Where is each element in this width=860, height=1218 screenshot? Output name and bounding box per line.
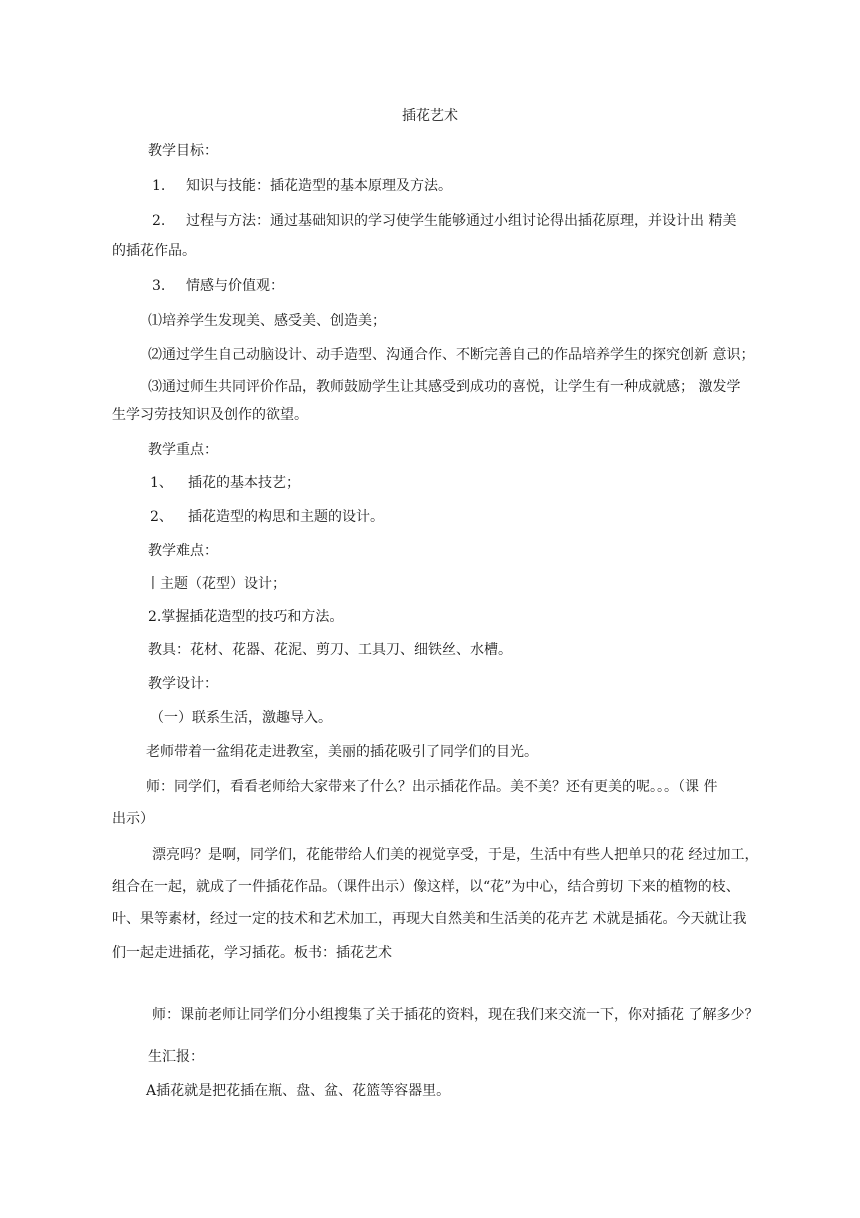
goal-2-continued: 的插花作品。 [112,243,196,259]
goal-2-number: 2. [152,213,166,229]
goal-3-number: 3. [152,278,166,294]
paragraph-5: 生汇报： [148,1049,204,1065]
doc-title: 插花艺术 [402,108,458,124]
paragraph-3-line-2: 组合在一起，就成了一件插花作品。（课件出示）像这样，以“花”为中心，结合剪切 下来的植物的枝、 [112,879,740,895]
paragraph-3-line-4: 们一起走进插花，学习插花。板书：插花艺术 [112,945,392,961]
paragraph-6: A插花就是把花插在瓶、盘、盆、花篮等容器里。 [146,1083,451,1099]
teaching-tools: 教具：花材、花器、花泥、剪刀、工具刀、细铁丝、水槽。 [148,642,512,658]
difficulty-1: 丨主题（花型）设计； [146,576,286,592]
goal-3-text: 情感与价值观： [186,278,284,294]
paragraph-2: 师：同学们，看看老师给大家带来了什么？出示插花作品。美不美？还有更美的呢。。。（课 件 [146,779,718,795]
paragraph-3-line-1: 漂亮吗？是啊，同学们，花能带给人们美的视觉享受，于是，生活中有些人把单只的花 经过加工， [152,847,759,863]
goals-heading: 教学目标： [148,143,218,159]
key-points-heading: 教学重点： [148,442,218,458]
key-point-2 [150,507,384,527]
goal-2 [152,211,736,231]
paragraph-4: 师：课前老师让同学们分小组搜集了关于插花的资料，现在我们来交流一下，你对插花 了解多少？ [152,1007,759,1023]
step-1-heading: （一）联系生活，激趣导入。 [150,710,332,726]
paragraph-2-continued: 出示） [112,811,154,827]
key-point-1-text: 插花的基本技艺； [188,475,300,491]
goal-1-number: 1. [152,178,166,194]
sub-goal-3: ⑶通过师生共同评价作品，教师鼓励学生让其感受到成功的喜悦，让学生有一种成就感； 激发学 [148,379,741,395]
key-point-2-number: 2、 [150,509,173,525]
goal-1-text: 知识与技能：插花造型的基本原理及方法。 [186,178,452,194]
paragraph-3-line-3: 叶、果等素材，经过一定的技术和艺术加工，再现大自然美和生活美的花卉艺 术就是插花。今天就让我 [112,911,747,927]
difficulty-heading: 教学难点： [148,543,218,559]
design-heading: 教学设计： [148,676,218,692]
key-point-1 [150,473,300,493]
sub-goal-2: ⑵通过学生自己动脑设计、动手造型、沟通合作、不断完善自己的作品培养学生的探究创新 意识； [148,347,755,363]
key-point-1-number: 1、 [150,475,173,491]
goal-1 [152,176,452,196]
goal-3 [152,276,284,296]
sub-goal-1: ⑴培养学生发现美、感受美、创造美； [148,313,386,329]
sub-goal-3-continued: 生学习劳技知识及创作的欲望。 [112,407,308,423]
difficulty-2: 2.掌握插花造型的技巧和方法。 [148,609,344,625]
goal-2-text: 过程与方法：通过基础知识的学习使学生能够通过小组讨论得出插花原理，并设计出 精美 [186,213,737,229]
paragraph-1: 老师带着一盆绢花走进教室，美丽的插花吸引了同学们的目光。 [146,744,538,760]
key-point-2-text: 插花造型的构思和主题的设计。 [188,509,384,525]
